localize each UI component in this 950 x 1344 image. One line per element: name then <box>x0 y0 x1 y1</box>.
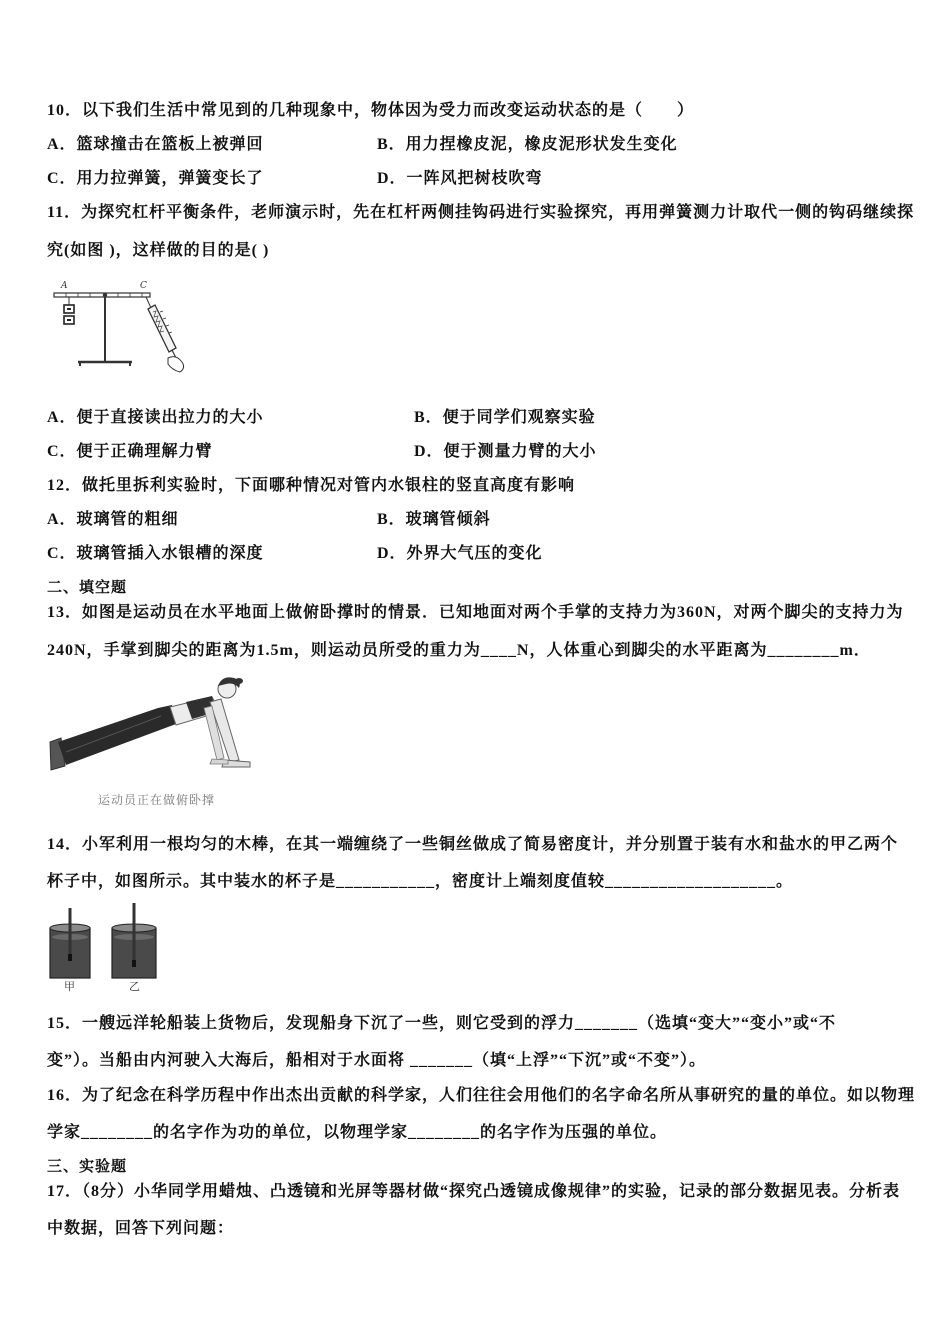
beaker-label-yi: 乙 <box>129 980 140 993</box>
q11-option-a: A．便于直接读出拉力的大小 <box>47 409 264 426</box>
q11-stem-line1: 11．为探究杠杆平衡条件，老师演示时，先在杠杆两侧挂钩码进行实验探究，再用弹簧测力计取代一侧的钩码继续探 <box>47 204 915 221</box>
q12-stem: 12．做托里拆利实验时，下面哪种情况对管内水银柱的竖直高度有影响 <box>47 477 576 494</box>
lever-label-c: C <box>140 281 147 291</box>
q14-line1: 14．小军利用一根均匀的木棒，在其一端缠绕了一些铜丝做成了简易密度计，并分别置于装有水和盐水的甲乙两个 <box>47 836 899 853</box>
q11-option-d: D．便于测量力臂的大小 <box>414 443 597 460</box>
section-title-experiment: 三、实验题 <box>47 1159 128 1175</box>
hand-back <box>210 759 228 764</box>
spring-scale-body <box>148 305 176 352</box>
section-title-fill-in: 二、填空题 <box>47 580 128 596</box>
q14-line2: 杯子中，如图所示。其中装水的杯子是___________，密度计上端刻度值较___________________。 <box>47 873 794 890</box>
beaker-label-jia: 甲 <box>64 980 75 993</box>
q10-option-c: C．用力拉弹簧，弹簧变长了 <box>47 170 264 187</box>
q11-option-b: B．便于同学们观察实验 <box>414 409 596 426</box>
q13-line2: 240N，手掌到脚尖的距离为1.5m，则运动员所受的重力为____N，人体重心到脚尖的水平距离为________m． <box>47 642 871 659</box>
q16-line1: 16．为了纪念在科学历程中作出杰出贡献的科学家，人们往往会用他们的名字命名所从事研究的量的单位。如以物理 <box>47 1087 916 1104</box>
lever-pivot <box>103 293 107 297</box>
q15-line1: 15．一艘远洋轮船装上货物后，发现船身下沉了一些，则它受到的浮力_______（选填“变大”“变小”或“不 <box>47 1015 837 1032</box>
lever-label-a: A <box>61 281 68 291</box>
q16-line2: 学家________的名字作为功的单位，以物理学家________的名字作为压强的单位。 <box>47 1124 668 1141</box>
q12-option-d: D．外界大气压的变化 <box>377 545 543 562</box>
q12-option-b: B．玻璃管倾斜 <box>377 511 491 528</box>
q10-option-d: D．一阵风把树枝吹弯 <box>377 170 543 187</box>
lever-spring-scale-figure <box>44 278 189 373</box>
q10-stem: 10．以下我们生活中常见到的几种现象中，物体因为受力而改变运动状态的是（ ） <box>47 102 695 119</box>
q12-option-a: A．玻璃管的粗细 <box>47 511 179 528</box>
density-meter-beakers-figure <box>46 902 166 980</box>
q10-option-b: B．用力捏橡皮泥，橡皮泥形状发生变化 <box>377 136 678 153</box>
pushup-figure <box>46 672 254 780</box>
legs <box>58 705 176 765</box>
hand-icon <box>168 357 184 372</box>
lever-bar <box>54 293 150 297</box>
q15-line2: 变”）。当船由内河驶入大海后，船相对于水面将 _______（填“上浮”“下沉”或“不变”）。 <box>47 1052 707 1069</box>
spring-scale-hook <box>146 297 151 308</box>
q11-stem-line2: 究(如图 )，这样做的目的是( ) <box>47 242 270 259</box>
pushup-figure-caption: 运动员正在做俯卧撑 <box>98 793 216 807</box>
q13-line1: 13．如图是运动员在水平地面上做俯卧撑时的情景．已知地面对两个手掌的支持力为360N，对两个脚尖的支持力为 <box>47 604 904 621</box>
q17-line2: 中数据，回答下列问题： <box>47 1220 235 1237</box>
q11-option-c: C．便于正确理解力臂 <box>47 443 213 460</box>
q10-option-a: A．篮球撞击在篮板上被弹回 <box>47 136 264 153</box>
q12-option-c: C．玻璃管插入水银槽的深度 <box>47 545 264 562</box>
q17-line1: 17．（8分）小华同学用蜡烛、凸透镜和光屏等器材做“探究凸透镜成像规律”的实验，记录的部分数据见表。分析表 <box>47 1183 901 1200</box>
